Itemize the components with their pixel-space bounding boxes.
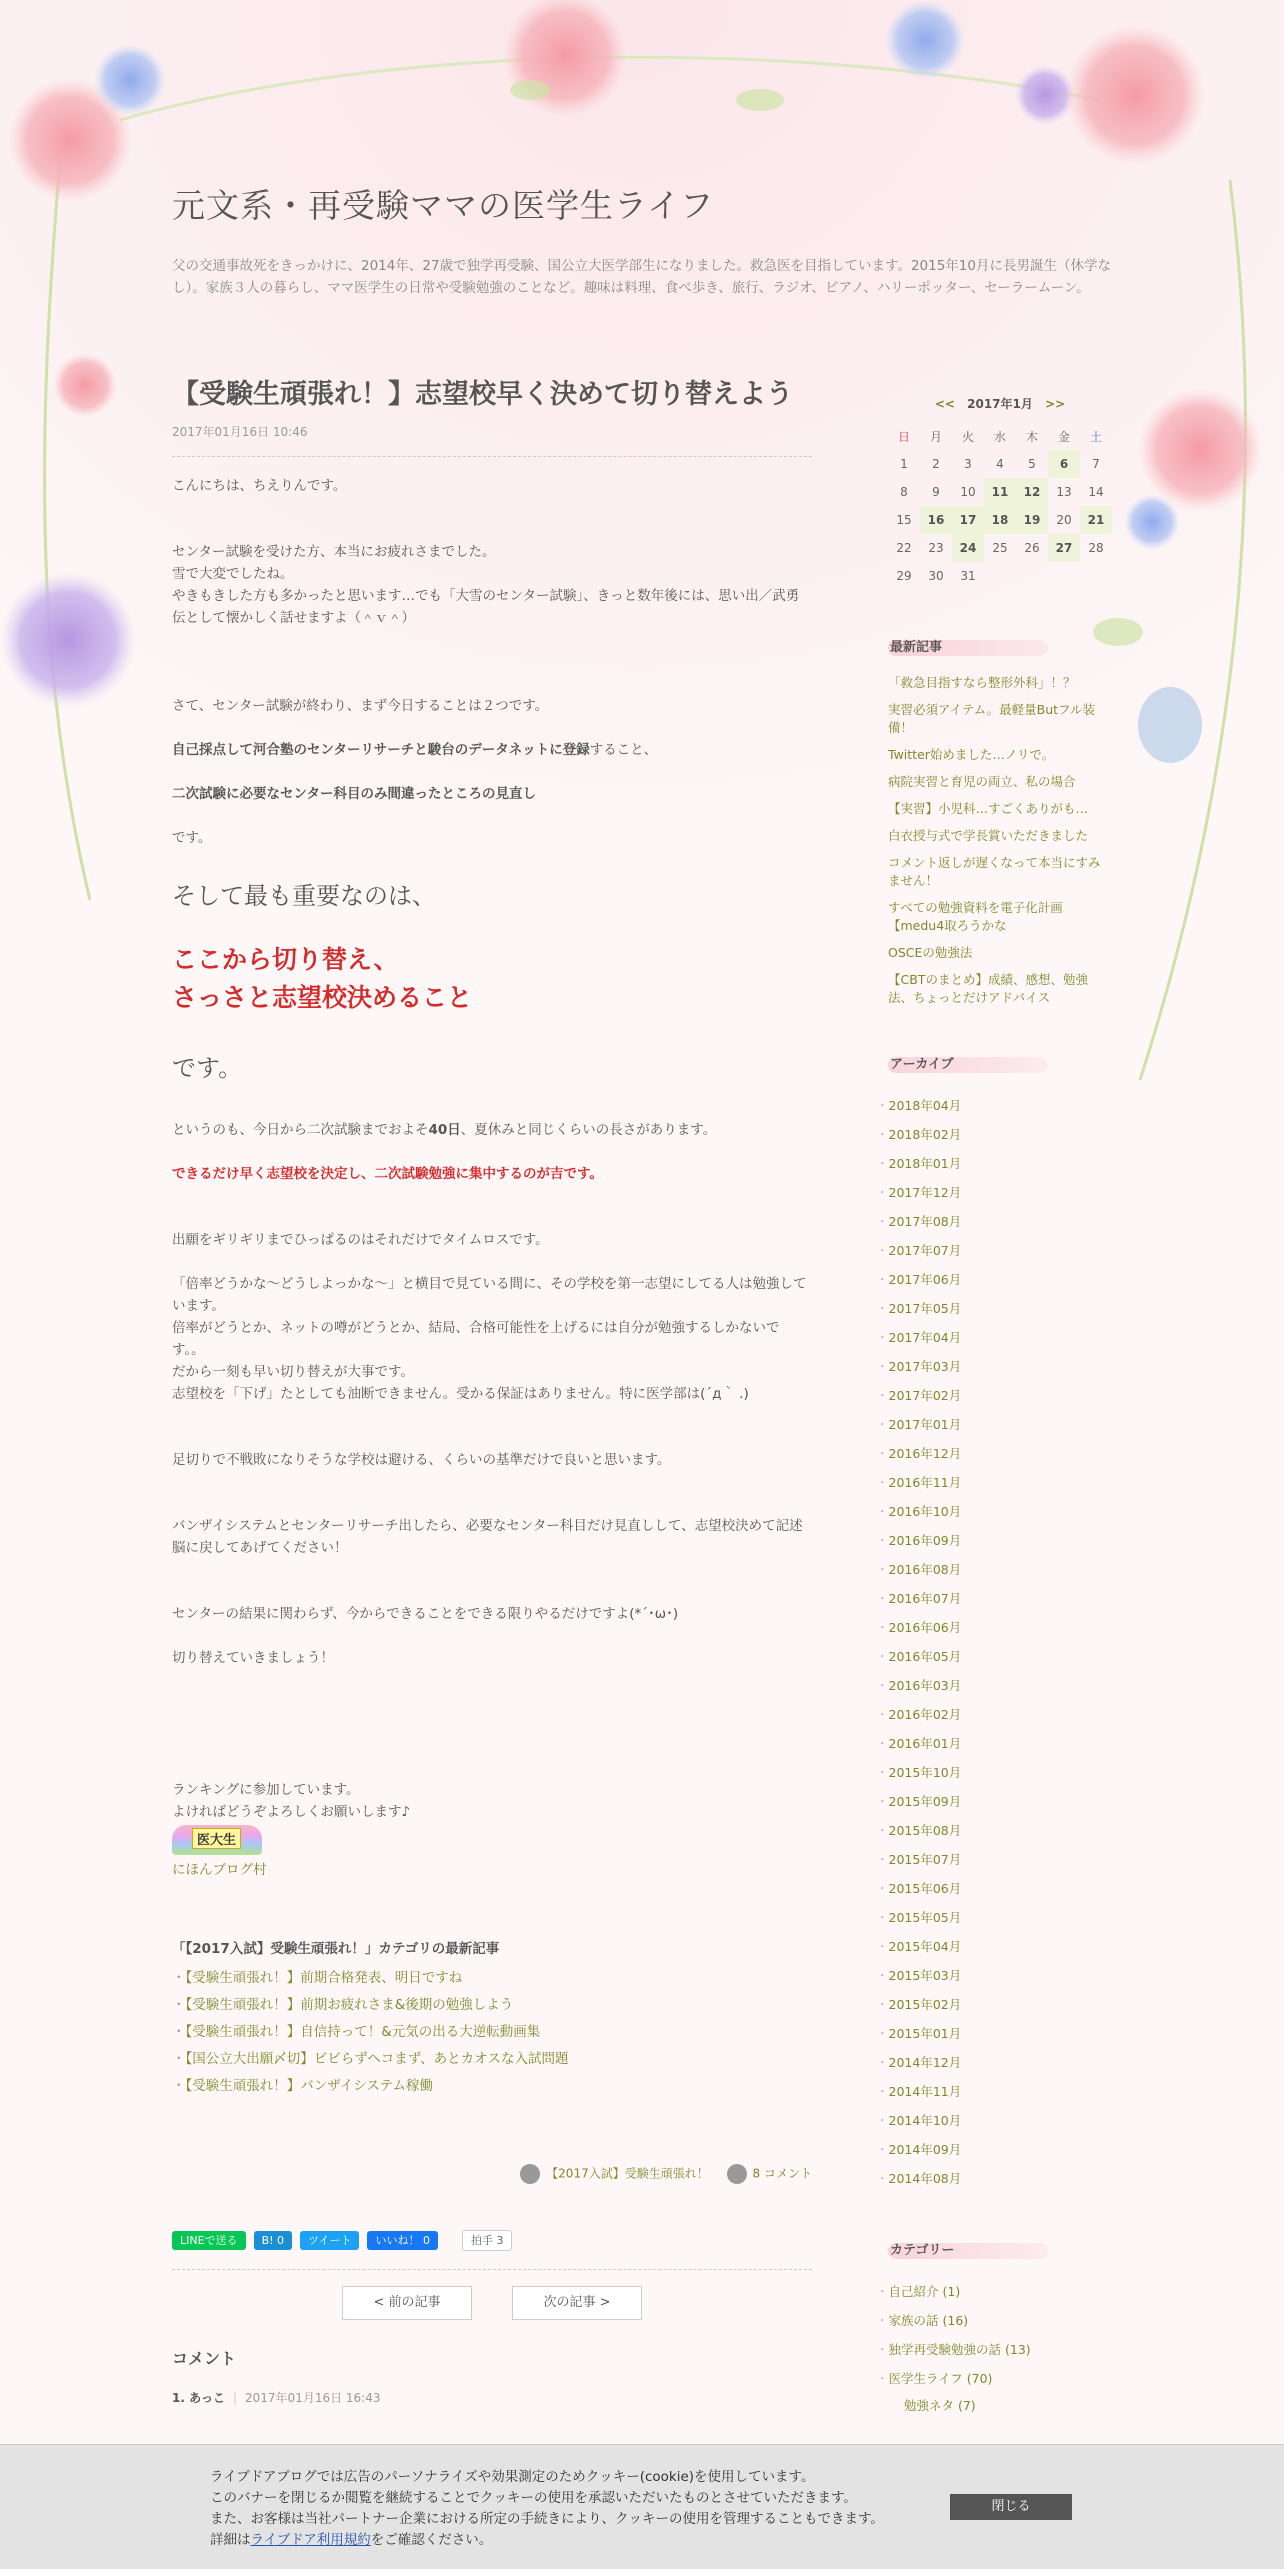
body-text: バンザイシステムとセンターリサーチ出したら、必要なセンター科目だけ見直しして、志望校決めて記述脳に戻してあげてください！ [172, 1518, 803, 1556]
clap-button[interactable]: 拍手 3 [462, 2230, 513, 2251]
archive-item[interactable]: ・ 2014年08月 [888, 2164, 1112, 2193]
ranking-link[interactable]: にほんブログ村 [172, 1862, 267, 1878]
calendar-weekday: 月 [929, 429, 942, 444]
category-recent-item[interactable]: ・ 【受験生頑張れ！】自信持って！&元気の出る大逆転動画集 [172, 2019, 812, 2046]
recent-post-item[interactable]: 「救急目指すなら整形外科」！？ [888, 675, 1076, 690]
cookie-line: ライブドアブログでは広告のパーソナライズや効果測定のためクッキー(cookie)を使用しています。 [210, 2469, 815, 2485]
cookie-close-button[interactable]: 閉じる [950, 2494, 1072, 2520]
archive-item[interactable]: ・ 2017年07月 [888, 1236, 1112, 1265]
body-text: 倍率がどうとか、ネットの噂がどうとか、結局、合格可能性を上げるには自分が勉強するしかないです。。 [172, 1320, 780, 1358]
calendar-day: 15 [896, 513, 912, 527]
archive-heading: アーカイブ [888, 1051, 1112, 1079]
recent-posts-list [888, 674, 1112, 1007]
archive-item[interactable]: ・ 2016年08月 [888, 1555, 1112, 1584]
calendar-day: 4 [996, 457, 1004, 471]
category-recent-item[interactable]: ・ 【受験生頑張れ！】前期合格発表、明日ですね [172, 1965, 812, 1992]
calendar-day: 25 [992, 541, 1008, 555]
categories-heading: カテゴリー [888, 2237, 1112, 2265]
recent-post-item[interactable]: Twitter始めました…ノリで。 [888, 747, 1055, 762]
archive-item[interactable]: ・ 2017年01月 [888, 1410, 1112, 1439]
cookie-line: このバナーを閉じるか閲覧を継続することでクッキーの使用を承認いただいたものとさせていただきます。 [210, 2490, 857, 2506]
calendar-weekday: 土 [1089, 429, 1102, 444]
calendar-day: 2 [932, 457, 940, 471]
next-post-button[interactable]: 次の記事 > [512, 2286, 642, 2320]
calendar-day[interactable]: 21 [1080, 506, 1112, 534]
calendar-day: 14 [1088, 485, 1104, 499]
calendar-day: 5 [1028, 457, 1036, 471]
body-text: すること、 [589, 742, 658, 758]
archive-item[interactable]: ・ 2016年11月 [888, 1468, 1112, 1497]
calendar-day[interactable]: 27 [1048, 534, 1080, 562]
body-text: さて、センター試験が終わり、まず今日することは２つです。 [172, 698, 549, 714]
archive-item[interactable]: ・ 2014年10月 [888, 2106, 1112, 2135]
archive-item[interactable]: ・ 2016年12月 [888, 1439, 1112, 1468]
calendar-day: 9 [932, 485, 940, 499]
post-title[interactable]: 【受験生頑張れ！】志望校早く決めて切り替えよう [172, 379, 793, 410]
body-text: 足切りで不戦敗になりそうな学校は避ける、くらいの基準だけで良いと思います。 [172, 1452, 671, 1468]
archive-item[interactable]: ・ 2016年03月 [888, 1671, 1112, 1700]
calendar-day[interactable]: 11 [984, 478, 1016, 506]
calendar-weekday: 火 [961, 429, 974, 444]
terms-link[interactable]: ライブドア利用規約 [250, 2532, 371, 2548]
cookie-line [210, 2530, 884, 2551]
ranking-banner[interactable] [172, 1825, 262, 1855]
recent-post-item[interactable]: 白衣授与式で学長賞いただきました [888, 828, 1089, 843]
archive-item[interactable]: ・ 2016年06月 [888, 1613, 1112, 1642]
body-text: センター試験を受けた方、本当にお疲れさまでした。 [172, 544, 496, 560]
calendar-day: 31 [960, 569, 976, 583]
calendar-weekday: 木 [1025, 429, 1038, 444]
calendar-day: 22 [896, 541, 912, 555]
recent-post-item[interactable]: すべての勉強資料を電子化計画【medu4取ろうかな [888, 900, 1063, 933]
archive-item[interactable]: ・ 2017年03月 [888, 1352, 1112, 1381]
post-comments-link[interactable]: 8 コメント [752, 2166, 812, 2181]
calendar-day: 13 [1056, 485, 1072, 499]
categories-list [888, 2277, 1112, 2393]
calendar-day: 8 [900, 485, 908, 499]
category-recent [172, 1937, 812, 2100]
archive-item[interactable]: ・ 2015年02月 [888, 1990, 1112, 2019]
red-headline: さっさと志望校決めること [172, 983, 473, 1012]
category-item[interactable]: ・ 独学再受験勉強の話 (13) [888, 2335, 1112, 2364]
recent-posts-heading: 最新記事 [888, 634, 1112, 662]
ranking-badge-label: 医大生 [192, 1828, 241, 1849]
archive-item[interactable]: ・ 2015年09月 [888, 1787, 1112, 1816]
body-bold: 自己採点して河合塾のセンターリサーチと駿台のデータネットに登録 [172, 742, 590, 758]
body-text: 出願をギリギリまでひっぱるのはそれだけでタイムロスです。 [172, 1232, 549, 1248]
emphasis-text: そして最も重要なのは、 [172, 882, 436, 910]
archive-item[interactable]: ・ 2015年03月 [888, 1961, 1112, 1990]
recent-post-item[interactable]: コメント返しが遅くなって本当にすみません！ [888, 855, 1101, 888]
comment-date: 2017年01月16日 16:43 [245, 2391, 381, 2405]
calendar-day: 1 [900, 457, 908, 471]
comment-author: 1. あっこ [172, 2391, 225, 2405]
blog-description: 父の交通事故死をきっかけに、2014年、27歳で独学再受験、国公立大医学部生になりました。救急医を目指しています。2015年10月に長男誕生（休学なし）。家族３人の暮らし、ママ医学生の日常や受験勉強のことなど。趣味は料理、食べ歩き、旅行、ラジオ、ピアノ、ハリーポッター、セーラームーン。 [172, 258, 1111, 296]
calendar-header [888, 395, 1112, 412]
calendar-day[interactable]: 6 [1048, 450, 1080, 478]
calendar-day[interactable]: 24 [952, 534, 984, 562]
body-text: 志望校を「下げ」たとしても油断できません。受かる保証はありません。特に医学部は(´д｀ .) [172, 1386, 749, 1402]
post-date: 2017年01月16日 10:46 [172, 423, 812, 457]
calendar-day[interactable]: 18 [984, 506, 1016, 534]
calendar-day[interactable]: 17 [952, 506, 984, 534]
archive-item[interactable]: ・ 2018年01月 [888, 1149, 1112, 1178]
calendar-day[interactable]: 19 [1016, 506, 1048, 534]
body-bold: 二次試験に必要なセンター科目のみ間違ったところの見直し [172, 786, 536, 802]
archive-item[interactable]: ・ 2016年10月 [888, 1497, 1112, 1526]
archive-item[interactable]: ・ 2017年04月 [888, 1323, 1112, 1352]
blog-title[interactable]: 元文系・再受験ママの医学生ライフ [172, 186, 715, 225]
comment-icon [727, 2164, 747, 2184]
calendar-weekday: 金 [1057, 429, 1070, 444]
category-item[interactable]: ・ 家族の話 (16) [888, 2306, 1112, 2335]
greeting: こんにちは、ちえりんです。 [172, 478, 347, 494]
comments-heading: コメント [172, 2349, 237, 2368]
body-text: センターの結果に関わらず、今からできることをできる限りやるだけですよ(*´･ω･) [172, 1606, 679, 1622]
archive-item[interactable]: ・ 2014年11月 [888, 2077, 1112, 2106]
archive-item[interactable]: ・ 2017年08月 [888, 1207, 1112, 1236]
calendar-weekday: 水 [993, 429, 1006, 444]
post-footer [172, 2164, 812, 2184]
category-recent-item[interactable]: ・ 【受験生頑張れ！】前期お疲れさま&後期の勉強しよう [172, 1992, 812, 2019]
post-pager [172, 2286, 812, 2320]
category-recent-item[interactable]: ・ 【受験生頑張れ！】バンザイシステム稼働 [172, 2073, 812, 2100]
archive-item[interactable]: ・ 2015年01月 [888, 2019, 1112, 2048]
calendar-day: 20 [1056, 513, 1072, 527]
subcategory-item[interactable]: 勉強ネタ (7) [904, 2398, 976, 2413]
archive [888, 1051, 1112, 2193]
archive-item[interactable]: ・ 2015年07月 [888, 1845, 1112, 1874]
calendar-day: 29 [896, 569, 912, 583]
archive-item[interactable]: ・ 2017年06月 [888, 1265, 1112, 1294]
share-buttons [172, 2230, 812, 2270]
hatena-bookmark-button[interactable]: B! 0 [254, 2231, 292, 2250]
prev-post-button[interactable]: < 前の記事 [342, 2286, 472, 2320]
body-text: です。 [172, 830, 212, 846]
calendar-day[interactable]: 16 [920, 506, 952, 534]
cookie-banner [0, 2444, 1284, 2569]
body-text: 雪で大変でしたね。 [172, 566, 294, 582]
calendar-day: 23 [928, 541, 944, 555]
calendar-day: 26 [1024, 541, 1040, 555]
archive-item[interactable]: ・ 2016年01月 [888, 1729, 1112, 1758]
body-text: だから一刻も早い切り替えが大事です。 [172, 1364, 414, 1380]
post-body [172, 475, 812, 1881]
calendar-weekday: 日 [897, 429, 910, 444]
archive-item[interactable]: ・ 2016年07月 [888, 1584, 1112, 1613]
categories [888, 2237, 1112, 2419]
archive-item[interactable]: ・ 2014年12月 [888, 2048, 1112, 2077]
article [172, 375, 812, 2406]
archive-item[interactable]: ・ 2015年05月 [888, 1903, 1112, 1932]
archive-item[interactable]: ・ 2017年02月 [888, 1381, 1112, 1410]
cookie-line-text: をご確認ください。 [370, 2532, 493, 2548]
category-item[interactable]: ・ 自己紹介 (1) [888, 2277, 1112, 2306]
calendar-day [1080, 562, 1112, 590]
facebook-like-button[interactable]: いいね！ 0 [367, 2231, 438, 2250]
calendar-day: 7 [1092, 457, 1100, 471]
archive-item[interactable]: ・ 2014年09月 [888, 2135, 1112, 2164]
body-text: 切り替えていきましょう！ [172, 1650, 334, 1666]
body-bold: 40日 [428, 1122, 461, 1138]
calendar-day [1016, 562, 1048, 590]
archive-item[interactable]: ・ 2018年04月 [888, 1091, 1112, 1120]
post-category-link[interactable]: 【2017入試】受験生頑張れ！ [546, 2166, 709, 2181]
calendar-day [1048, 562, 1080, 590]
calendar-day: 30 [928, 569, 944, 583]
category-recent-title: 「【2017入試】受験生頑張れ！」カテゴリの最新記事 [172, 1941, 500, 1957]
recent-post-item[interactable]: 実習必須アイテム。最軽量Butフル装備！ [888, 702, 1096, 735]
archive-item[interactable]: ・ 2016年09月 [888, 1526, 1112, 1555]
body-text: 「倍率どうかな〜どうしよっかな〜」と横目で見ている間に、その学校を第一志望にしてる人は勉強しています。 [172, 1276, 807, 1314]
calendar-day: 10 [960, 485, 976, 499]
body-text: よければどうぞよろしくお願いします♪ [172, 1804, 411, 1820]
category-recent-list [172, 1965, 812, 2100]
tweet-button[interactable]: ツイート [300, 2231, 359, 2250]
archive-item[interactable]: ・ 2015年06月 [888, 1874, 1112, 1903]
cookie-line-text: 詳細は [210, 2532, 251, 2548]
category-item[interactable]: ・ 医学生ライフ (70) [888, 2364, 1112, 2393]
calendar [888, 422, 1112, 590]
calendar-next-link[interactable]: >> [1045, 397, 1066, 411]
cookie-line: また、お客様は当社パートナー企業における所定の手続きにより、クッキーの使用を管理することもできます。 [210, 2511, 884, 2527]
body-text: やきもきした方も多かったと思います…でも「大雪のセンター試験」、きっと数年後には、思い出／武勇伝として懐かしく話せますよ（＾ｖ＾） [172, 588, 800, 626]
archive-list [888, 1091, 1112, 2193]
body-text: 、夏休みと同じくらいの長さがあります。 [460, 1122, 717, 1138]
cookie-text [210, 2467, 884, 2551]
archive-item[interactable]: ・ 2017年12月 [888, 1178, 1112, 1207]
category-recent-item[interactable]: ・ 【国公立大出願〆切】ビビらずヘコまず、あとカオスな入試問題 [172, 2046, 812, 2073]
calendar-day: 28 [1088, 541, 1104, 555]
folder-icon [520, 2164, 540, 2184]
red-headline: ここから切り替え、 [172, 945, 399, 974]
calendar-day[interactable]: 12 [1016, 478, 1048, 506]
recent-post-item[interactable]: OSCEの勉強法 [888, 945, 973, 960]
archive-item[interactable]: ・ 2015年04月 [888, 1932, 1112, 1961]
red-text: できるだけ早く志望校を決定し、二次試験勉強に集中するのが吉です。 [172, 1166, 603, 1182]
archive-item[interactable]: ・ 2016年05月 [888, 1642, 1112, 1671]
sidebar [888, 395, 1112, 2419]
recent-post-item[interactable]: 病院実習と育児の両立、私の場合 [888, 774, 1076, 789]
line-share-button[interactable]: LINEで送る [172, 2231, 246, 2250]
recent-posts [888, 634, 1112, 1007]
emphasis-text: です。 [172, 1054, 243, 1082]
archive-item[interactable]: ・ 2016年02月 [888, 1700, 1112, 1729]
recent-post-item[interactable]: 【実習】小児科…すごくありがも… [888, 801, 1089, 816]
archive-item[interactable]: ・ 2015年10月 [888, 1758, 1112, 1787]
archive-item[interactable]: ・ 2017年05月 [888, 1294, 1112, 1323]
calendar-prev-link[interactable]: << [934, 397, 955, 411]
calendar-day: 3 [964, 457, 972, 471]
body-text: というのも、今日から二次試験までおよそ [172, 1122, 429, 1138]
body-text: ランキングに参加しています。 [172, 1782, 360, 1798]
comment-meta: 1. あっこ | 2017年01月16日 16:43 [172, 2391, 381, 2405]
recent-post-item[interactable]: 【CBTのまとめ】成績、感想、勉強法、ちょっとだけアドバイス [888, 972, 1088, 1005]
calendar-day [984, 562, 1016, 590]
archive-item[interactable]: ・ 2018年02月 [888, 1120, 1112, 1149]
archive-item[interactable]: ・ 2015年08月 [888, 1816, 1112, 1845]
calendar-title: 2017年1月 [967, 397, 1033, 411]
